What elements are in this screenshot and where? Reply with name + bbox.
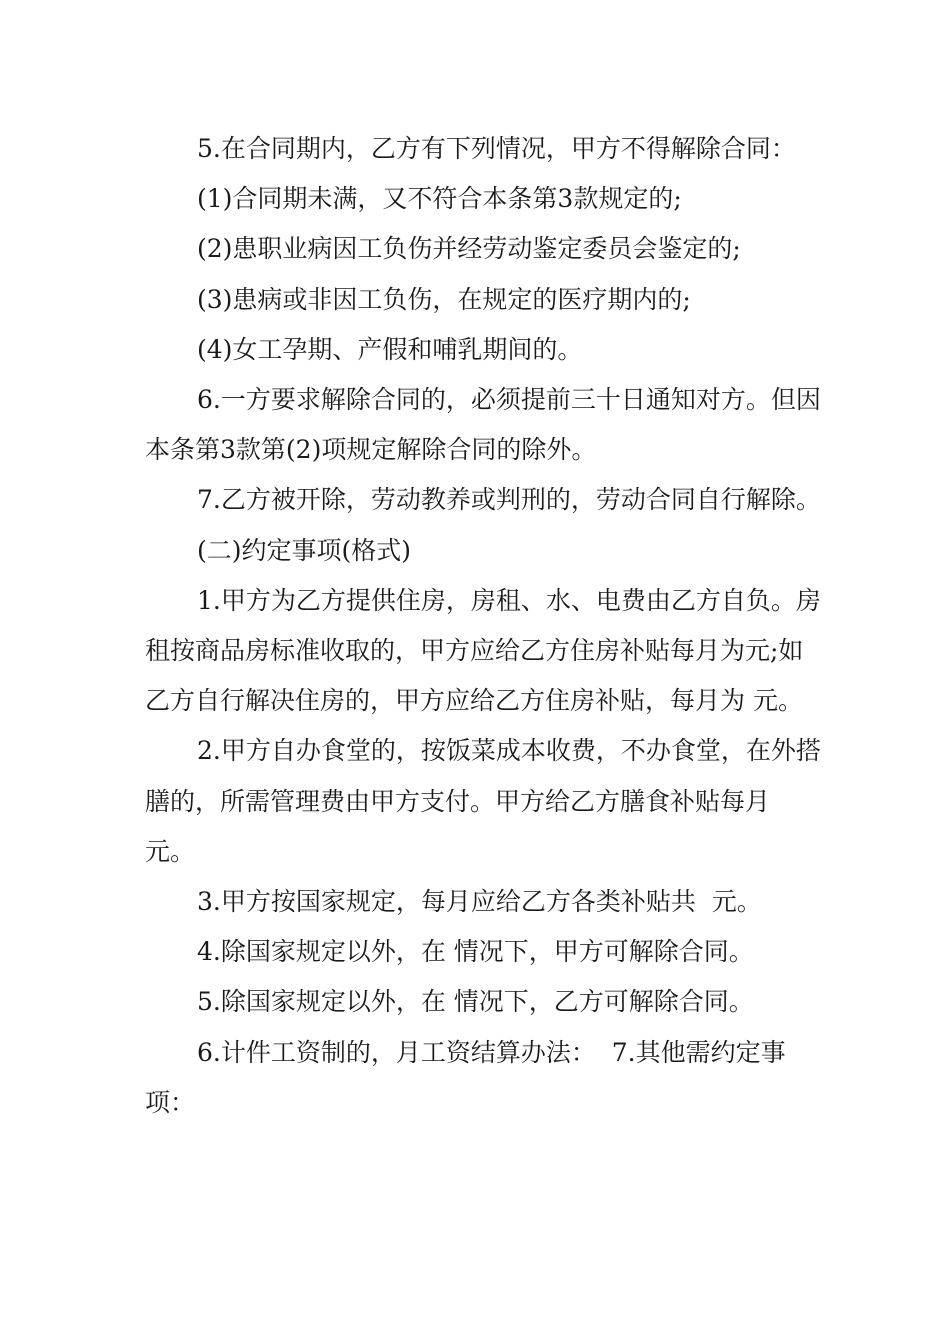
paragraph-agreed-4: 4.除国家规定以外，在 情况下，甲方可解除合同。 (197, 937, 754, 967)
paragraph-clause-5: 5.在合同期内，乙方有下列情况，甲方不得解除合同： (197, 134, 796, 163)
paragraph-item-2: (2)患职业病因工负伤并经劳动鉴定委员会鉴定的; (197, 234, 741, 264)
section-heading-agreed-items: (二)约定事项(格式) (197, 535, 412, 565)
paragraph-agreed-2: 2.甲方自办食堂的，按饭菜成本收费，不办食堂，在外搭膳的，所需管理费由甲方支付。甲方给乙方膳食补贴每月 元。 (145, 736, 821, 866)
paragraph-agreed-1: 1.甲方为乙方提供住房，房租、水、电费由乙方自负。房租按商品房标准收取的，甲方应给乙方住房补贴每月为元;如乙方自行解决住房的，甲方应给乙方住房补贴，每月为 元。 (145, 585, 821, 716)
paragraph-agreed-5: 5.除国家规定以外，在 情况下，乙方可解除合同。 (197, 987, 754, 1017)
paragraph-item-1: (1)合同期未满，又不符合本条第3款规定的; (197, 184, 682, 214)
paragraph-agreed-3: 3.甲方按国家规定，每月应给乙方各类补贴共 元。 (197, 887, 762, 917)
document-body (145, 124, 825, 1128)
paragraph-clause-6: 6.一方要求解除合同的，必须提前三十日通知对方。但因本条第3款第(2)项规定解除合同的除外。 (145, 385, 821, 465)
paragraph-item-3: (3)患病或非因工负伤，在规定的医疗期内的; (197, 284, 691, 314)
paragraph-agreed-6-7: 6.计件工资制的，月工资结算办法： 7.其他需约定事项： (145, 1037, 786, 1117)
paragraph-item-4: (4)女工孕期、产假和哺乳期间的。 (197, 334, 583, 364)
paragraph-clause-7: 7.乙方被开除，劳动教养或判刑的，劳动合同自行解除。 (197, 485, 821, 515)
